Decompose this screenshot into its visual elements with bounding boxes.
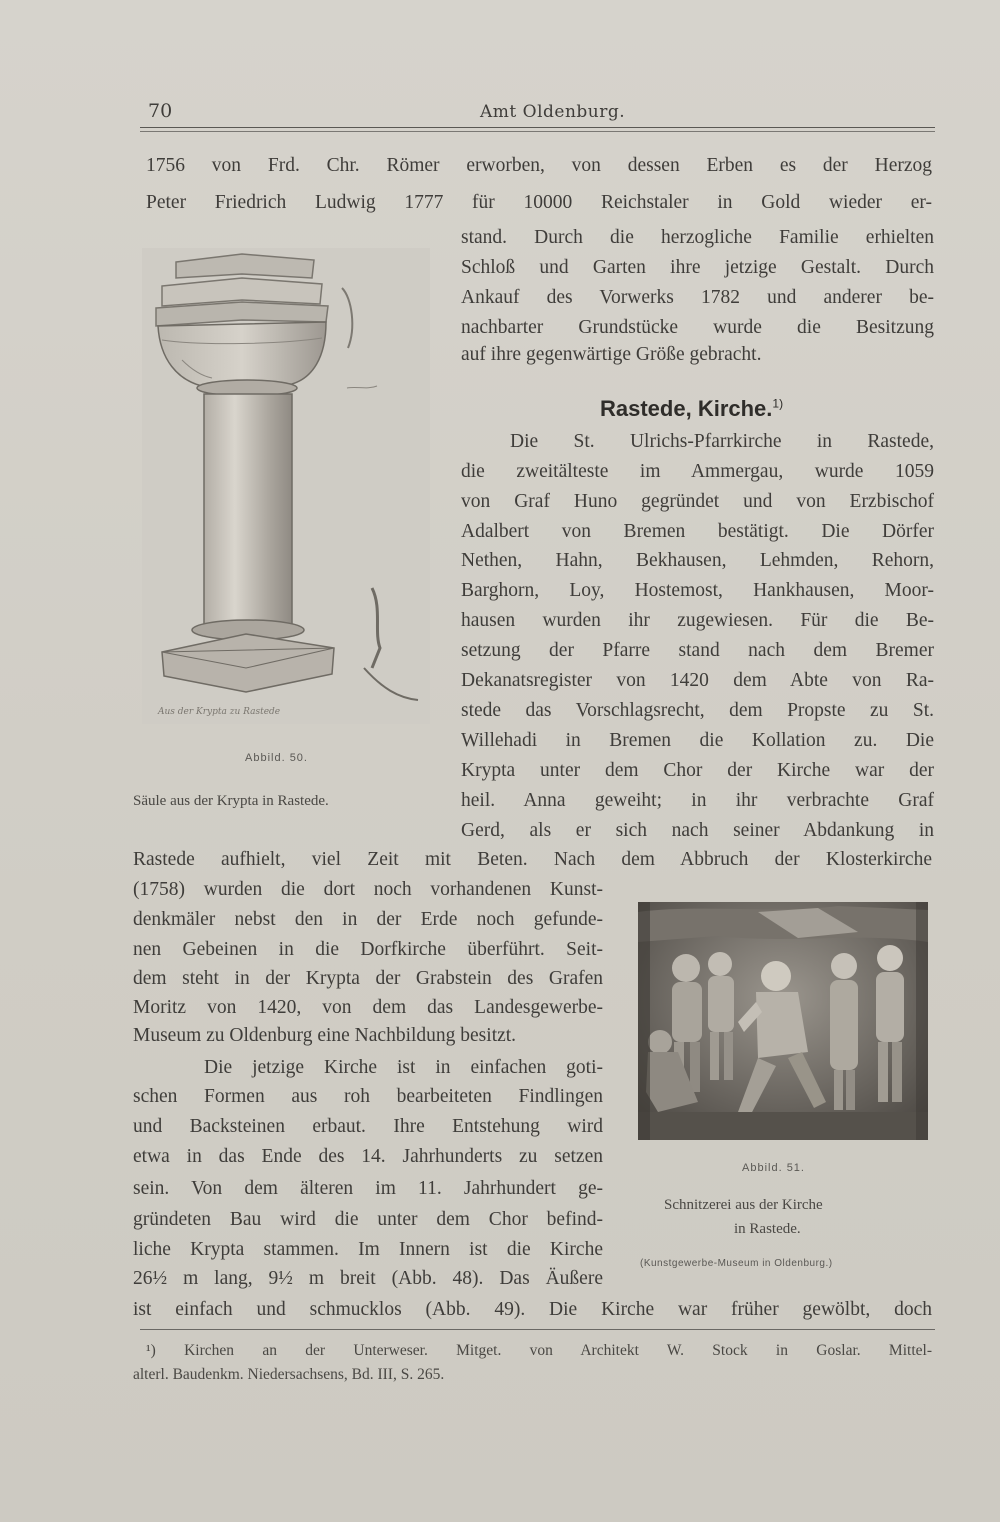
body-line: setzung der Pfarre stand nach dem Bremer <box>461 640 934 661</box>
figure-51-carving-photo <box>638 902 928 1140</box>
body-line: schen Formen aus roh bearbeiteten Findlingen <box>133 1086 603 1107</box>
footnote-line: alterl. Baudenkm. Niedersachsens, Bd. III, S. 265. <box>133 1366 445 1383</box>
section-heading <box>600 396 783 422</box>
running-title: Amt Oldenburg. <box>480 102 626 122</box>
body-line: Museum zu Oldenburg eine Nachbildung besitzt. <box>133 1025 517 1046</box>
body-line: stede das Vorschlagsrecht, dem Propste zu St. <box>461 700 934 721</box>
body-line: Adalbert von Bremen bestätigt. Die Dörfer <box>461 521 934 542</box>
figure-50-caption: Säule aus der Krypta in Rastede. <box>133 793 329 809</box>
body-line: heil. Anna geweiht; in ihr verbrachte Graf <box>461 790 934 811</box>
body-line: denkmäler nebst den in der Erde noch gefunde- <box>133 909 603 930</box>
body-line: gründeten Bau wird die unter dem Chor befind- <box>133 1209 603 1230</box>
body-line: Willehadi in Bremen die Kollation zu. Die <box>461 730 934 751</box>
header-rule <box>140 127 935 128</box>
body-line: liche Krypta stammen. Im Innern ist die Kirche <box>133 1239 603 1260</box>
body-line: Schloß und Garten ihre jetzige Gestalt. Durch <box>461 257 934 278</box>
body-line: Gerd, als er sich nach seiner Abdankung in <box>461 820 934 841</box>
figure-51-source: (Kunstgewerbe-Museum in Oldenburg.) <box>640 1258 833 1269</box>
figure-51-caption-line2: in Rastede. <box>734 1221 801 1237</box>
body-line: Barghorn, Loy, Hostemost, Hankhausen, Moor- <box>461 580 934 601</box>
footnote-marker: 1) <box>772 396 784 411</box>
body-line: (1758) wurden die dort noch vorhandenen Kunst- <box>133 879 603 900</box>
footnote-rule <box>140 1329 935 1330</box>
body-line: Krypta unter dem Chor der Kirche war der <box>461 760 934 781</box>
figure-51-number: Abbild. 51. <box>742 1162 805 1174</box>
body-line: Dekanatsregister von 1420 dem Abte von Ra- <box>461 670 934 691</box>
section-heading-text: Rastede, Kirche. <box>600 396 773 421</box>
body-line: Rastede aufhielt, viel Zeit mit Beten. Nach dem Abbruch der Klosterkirche <box>133 849 932 870</box>
figure-51-caption-line1: Schnitzerei aus der Kirche <box>664 1197 823 1213</box>
body-line: sein. Von dem älteren im 11. Jahrhundert ge- <box>133 1178 603 1199</box>
wood-carving-relief-icon <box>638 902 928 1140</box>
body-line: auf ihre gegenwärtige Größe gebracht. <box>461 344 762 365</box>
figure-50-inscription: Aus der Krypta zu Rastede <box>158 707 281 717</box>
header-rule-double <box>140 131 935 132</box>
body-line-indented: Die St. Ulrichs-Pfarrkirche in Rastede, <box>510 431 934 452</box>
body-line: etwa in das Ende des 14. Jahrhunderts zu setzen <box>133 1146 603 1167</box>
body-line: ist einfach und schmucklos (Abb. 49). Die Kirche war früher gewölbt, doch <box>133 1299 932 1320</box>
body-line: Peter Friedrich Ludwig 1777 für 10000 Reichstaler in Gold wieder er- <box>146 192 932 213</box>
body-line: nen Gebeinen in die Dorfkirche überführt. Seit- <box>133 939 603 960</box>
body-line: stand. Durch die herzogliche Familie erhielten <box>461 227 934 248</box>
body-line: Moritz von 1420, von dem das Landesgewerbe- <box>133 997 603 1018</box>
body-line: und Backsteinen erbaut. Ihre Entstehung wird <box>133 1116 603 1137</box>
page-number: 70 <box>148 100 173 122</box>
body-line-indented: Die jetzige Kirche ist in einfachen goti- <box>204 1057 603 1078</box>
body-line: von Graf Huno gegründet und von Erzbischof <box>461 491 934 512</box>
figure-50-number: Abbild. 50. <box>245 752 308 764</box>
body-line: dem steht in der Krypta der Grabstein des Grafen <box>133 968 603 989</box>
body-line: Nethen, Hahn, Bekhausen, Lehmden, Rehorn, <box>461 550 934 571</box>
footnote-line: ¹) Kirchen an der Unterweser. Mitget. von Architekt W. Stock in Goslar. Mittel- <box>146 1342 932 1359</box>
column-sketch-icon <box>142 248 430 724</box>
body-line: 1756 von Frd. Chr. Römer erworben, von dessen Erben es der Herzog <box>146 155 932 176</box>
body-line: die zweitälteste im Ammergau, wurde 1059 <box>461 461 934 482</box>
figure-50-column-drawing <box>142 248 430 724</box>
body-line: nachbarter Grundstücke wurde die Besitzung <box>461 317 934 338</box>
body-line: Ankauf des Vorwerks 1782 und anderer be- <box>461 287 934 308</box>
body-line: hausen wurden ihr zugewiesen. Für die Be- <box>461 610 934 631</box>
body-line: 26½ m lang, 9½ m breit (Abb. 48). Das Äußere <box>133 1268 603 1289</box>
